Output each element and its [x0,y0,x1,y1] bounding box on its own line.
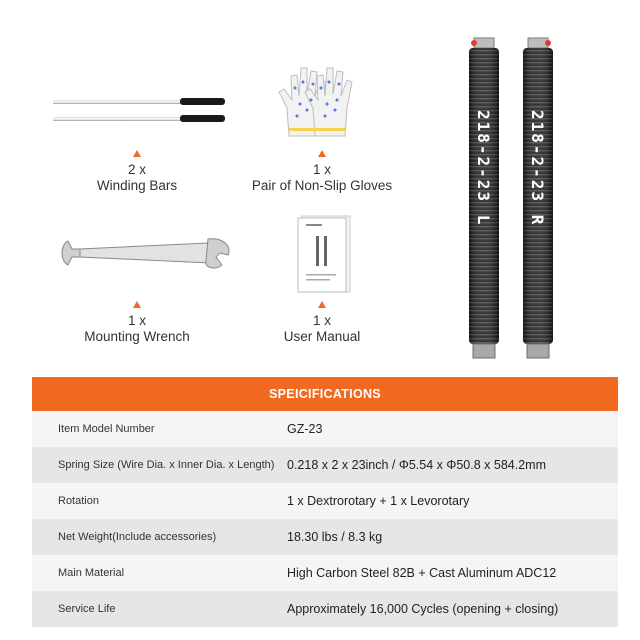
spec-value: 18.30 lbs / 8.3 kg [287,530,383,544]
item-qty: 1 x [127,313,146,328]
caret-up-icon [133,301,141,308]
caret-up-icon [318,301,326,308]
spec-label: Item Model Number [58,423,155,435]
item-name: User Manual [283,329,361,344]
caret-up-icon [133,150,141,157]
spec-value: 1 x Dextrorotary + 1 x Levorotary [287,494,470,508]
spec-row [32,447,618,483]
spec-row [32,555,618,591]
spec-table [32,377,618,627]
spec-label: Main Material [58,567,125,579]
spec-value: GZ-23 [287,422,323,436]
spec-label: Net Weight(Include accessories) [58,531,217,543]
gloves-icon [275,62,367,140]
winding-bars-icon [50,92,230,128]
item-qty: 1 x [312,313,331,328]
spec-row [32,519,618,555]
spec-value: 0.218 x 2 x 23inch / Φ5.54 x Φ50.8 x 584.2mm [287,458,546,472]
spring-right-label: 218-2-23 R [528,110,547,227]
spec-row [32,483,618,519]
spec-value: High Carbon Steel 82B + Cast Aluminum ADC12 [287,566,557,580]
item-name: Winding Bars [96,178,178,193]
item-qty: 2 x [127,162,146,177]
item-name: Mounting Wrench [84,329,190,344]
spec-row [32,591,618,627]
torsion-springs [460,30,580,365]
spec-label: Rotation [58,495,99,507]
spec-label: Spring Size (Wire Dia. x Inner Dia. x Length) [58,459,275,471]
manual-icon [296,214,352,294]
spec-row [32,411,618,447]
spec-value: Approximately 16,000 Cycles (opening + closing) [287,602,559,616]
spec-label: Service Life [58,603,116,615]
caret-up-icon [318,150,326,157]
spring-left-label: 218-2-23 L [474,110,493,227]
item-caption-gloves [212,150,432,194]
spec-rows [32,411,618,627]
item-name: Pair of Non-Slip Gloves [251,178,393,193]
item-caption-manual [212,301,432,345]
wrench-icon [58,233,234,273]
spec-title: SPEICIFICATIONS [32,377,618,411]
item-qty: 1 x [312,162,331,177]
